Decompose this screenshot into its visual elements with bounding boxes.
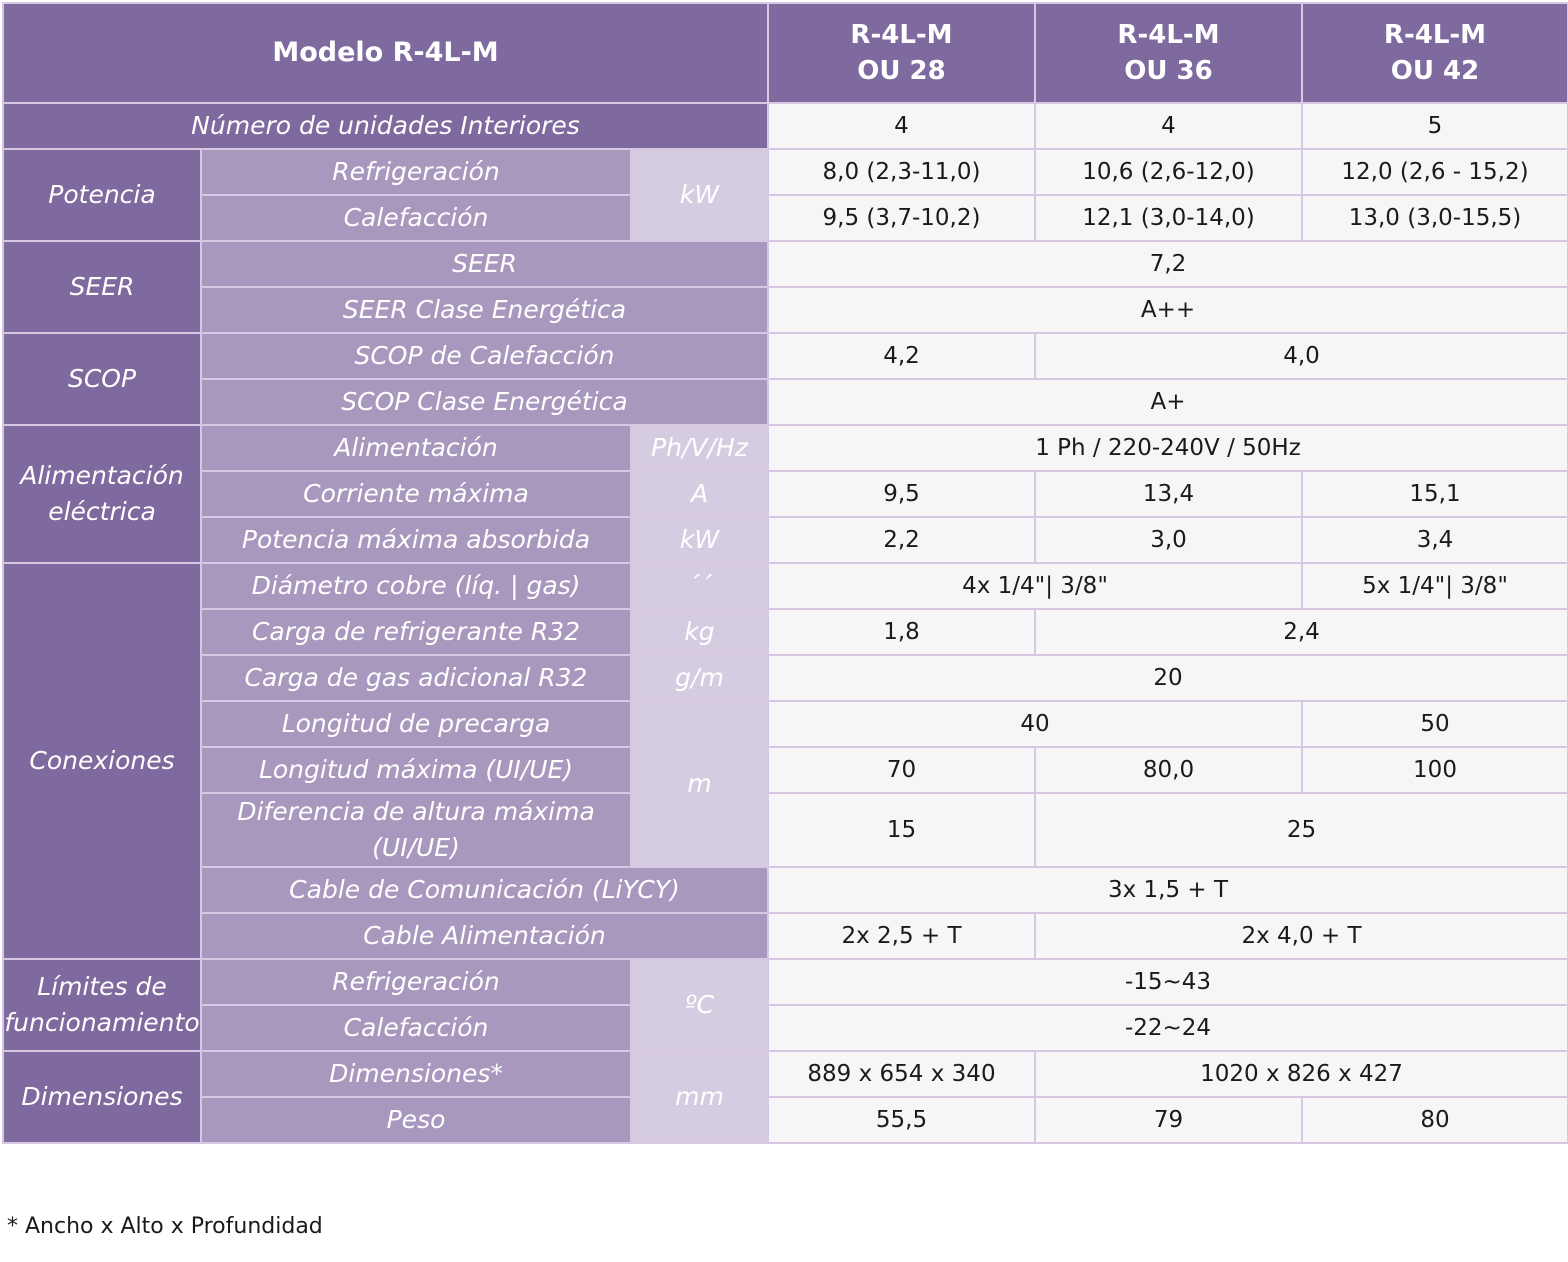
model-header-ou42 — [1302, 3, 1568, 103]
value-cell: 4 — [1035, 103, 1302, 149]
value-cell: 40 — [768, 701, 1302, 747]
value-cell: 2,4 — [1035, 609, 1568, 655]
unit-cell: ´´ — [631, 563, 768, 609]
value-cell: 5x 1/4"| 3/8" — [1302, 563, 1568, 609]
row-seer — [3, 241, 1568, 287]
value-cell: 9,5 — [768, 471, 1035, 517]
row-longitud-maxima — [3, 747, 1568, 793]
row-scop-calefaccion — [3, 333, 1568, 379]
row-potencia-absorbida — [3, 517, 1568, 563]
sub-label: Diferencia de altura máxima (UI/UE) — [201, 793, 631, 867]
category-alimentacion-electrica — [3, 425, 201, 563]
category-potencia: Potencia — [3, 149, 201, 241]
value-cell: 80,0 — [1035, 747, 1302, 793]
category-line: Alimentación — [20, 461, 184, 490]
row-seer-clase — [3, 287, 1568, 333]
row-carga-adicional — [3, 655, 1568, 701]
value-cell: 2,2 — [768, 517, 1035, 563]
row-diferencia-altura — [3, 793, 1568, 867]
indoor-units-label: Número de unidades Interiores — [3, 103, 768, 149]
category-seer: SEER — [3, 241, 201, 333]
value-cell: A+ — [768, 379, 1568, 425]
value-cell: 25 — [1035, 793, 1568, 867]
value-cell: 3,0 — [1035, 517, 1302, 563]
model-header-ou28 — [768, 3, 1035, 103]
value-cell: 15,1 — [1302, 471, 1568, 517]
sub-label: Longitud de precarga — [201, 701, 631, 747]
model-name: R-4L-M — [850, 20, 953, 50]
specifications-table — [2, 2, 1568, 1144]
value-cell: 2x 2,5 + T — [768, 913, 1035, 959]
value-cell: 5 — [1302, 103, 1568, 149]
value-cell: 80 — [1302, 1097, 1568, 1143]
footnote: * Ancho x Alto x Profundidad — [7, 1214, 323, 1239]
row-limites-refrigeracion — [3, 959, 1568, 1005]
sub-label: Potencia máxima absorbida — [201, 517, 631, 563]
row-alimentacion — [3, 425, 1568, 471]
value-cell: 20 — [768, 655, 1568, 701]
unit-cell: g/m — [631, 655, 768, 701]
row-cable-alimentacion — [3, 913, 1568, 959]
row-potencia-refrigeracion — [3, 149, 1568, 195]
value-cell: -15~43 — [768, 959, 1568, 1005]
row-limites-calefaccion — [3, 1005, 1568, 1051]
value-cell: 13,0 (3,0-15,5) — [1302, 195, 1568, 241]
unit-cell: ºC — [631, 959, 768, 1051]
category-line: eléctrica — [48, 497, 156, 526]
model-name: R-4L-M — [1383, 20, 1487, 50]
sub-label: Carga de gas adicional R32 — [201, 655, 631, 701]
value-cell: 3,4 — [1302, 517, 1568, 563]
unit-cell: kg — [631, 609, 768, 655]
value-cell: 4,0 — [1035, 333, 1568, 379]
model-variant: OU 42 — [1390, 56, 1480, 86]
unit-cell: kW — [631, 517, 768, 563]
sub-label: Alimentación — [201, 425, 631, 471]
value-cell: 13,4 — [1035, 471, 1302, 517]
row-indoor-units — [3, 103, 1568, 149]
value-cell: 1 Ph / 220-240V / 50Hz — [768, 425, 1568, 471]
row-precarga — [3, 701, 1568, 747]
row-cable-comunicacion — [3, 867, 1568, 913]
sub-label: SEER Clase Energética — [201, 287, 768, 333]
row-carga — [3, 609, 1568, 655]
sub-label: Longitud máxima (UI/UE) — [201, 747, 631, 793]
row-peso — [3, 1097, 1568, 1143]
row-scop-clase — [3, 379, 1568, 425]
sub-label: Refrigeración — [201, 959, 631, 1005]
value-cell: 3x 1,5 + T — [768, 867, 1568, 913]
sub-label: Peso — [201, 1097, 631, 1143]
sub-label: Calefacción — [201, 195, 631, 241]
value-cell: 1,8 — [768, 609, 1035, 655]
value-cell: A++ — [768, 287, 1568, 333]
value-cell: 9,5 (3,7-10,2) — [768, 195, 1035, 241]
value-cell: 10,6 (2,6-12,0) — [1035, 149, 1302, 195]
unit-cell: A — [631, 471, 768, 517]
sub-label: Diámetro cobre (líq. | gas) — [201, 563, 631, 609]
value-cell: 2x 4,0 + T — [1035, 913, 1568, 959]
unit-cell: mm — [631, 1051, 768, 1143]
value-cell: 4 — [768, 103, 1035, 149]
sub-label: Refrigeración — [201, 149, 631, 195]
value-cell: 1020 x 826 x 427 — [1035, 1051, 1568, 1097]
sub-label: Cable de Comunicación (LiYCY) — [201, 867, 768, 913]
category-line: Límites de — [37, 972, 167, 1001]
category-line: funcionamiento — [4, 1008, 200, 1037]
value-cell: 79 — [1035, 1097, 1302, 1143]
sub-label: Dimensiones* — [201, 1051, 631, 1097]
sub-label: Corriente máxima — [201, 471, 631, 517]
value-cell: 55,5 — [768, 1097, 1035, 1143]
unit-cell: m — [631, 701, 768, 867]
value-cell: 50 — [1302, 701, 1568, 747]
value-cell: 12,1 (3,0-14,0) — [1035, 195, 1302, 241]
model-header-ou36 — [1035, 3, 1302, 103]
row-dimensiones — [3, 1051, 1568, 1097]
sub-label: SCOP Clase Energética — [201, 379, 768, 425]
sub-label: Carga de refrigerante R32 — [201, 609, 631, 655]
category-dimensiones: Dimensiones — [3, 1051, 201, 1143]
model-title: Modelo R-4L-M — [3, 3, 768, 103]
sub-label: SEER — [201, 241, 768, 287]
category-conexiones: Conexiones — [3, 563, 201, 959]
row-corriente — [3, 471, 1568, 517]
value-cell: 4,2 — [768, 333, 1035, 379]
sub-label: SCOP de Calefacción — [201, 333, 768, 379]
value-cell: 7,2 — [768, 241, 1568, 287]
row-potencia-calefaccion — [3, 195, 1568, 241]
category-limites-funcionamiento — [3, 959, 201, 1051]
header-row — [3, 3, 1568, 103]
value-cell: 100 — [1302, 747, 1568, 793]
model-variant: OU 28 — [857, 56, 946, 86]
model-name: R-4L-M — [1117, 20, 1220, 50]
value-cell: 70 — [768, 747, 1035, 793]
value-cell: 12,0 (2,6 - 15,2) — [1302, 149, 1568, 195]
sub-label: Calefacción — [201, 1005, 631, 1051]
value-cell: 889 x 654 x 340 — [768, 1051, 1035, 1097]
unit-cell: Ph/V/Hz — [631, 425, 768, 471]
value-cell: -22~24 — [768, 1005, 1568, 1051]
unit-cell: kW — [631, 149, 768, 241]
model-variant: OU 36 — [1124, 56, 1213, 86]
category-scop: SCOP — [3, 333, 201, 425]
row-diametro — [3, 563, 1568, 609]
value-cell: 4x 1/4"| 3/8" — [768, 563, 1302, 609]
value-cell: 8,0 (2,3-11,0) — [768, 149, 1035, 195]
value-cell: 15 — [768, 793, 1035, 867]
sub-label: Cable Alimentación — [201, 913, 768, 959]
